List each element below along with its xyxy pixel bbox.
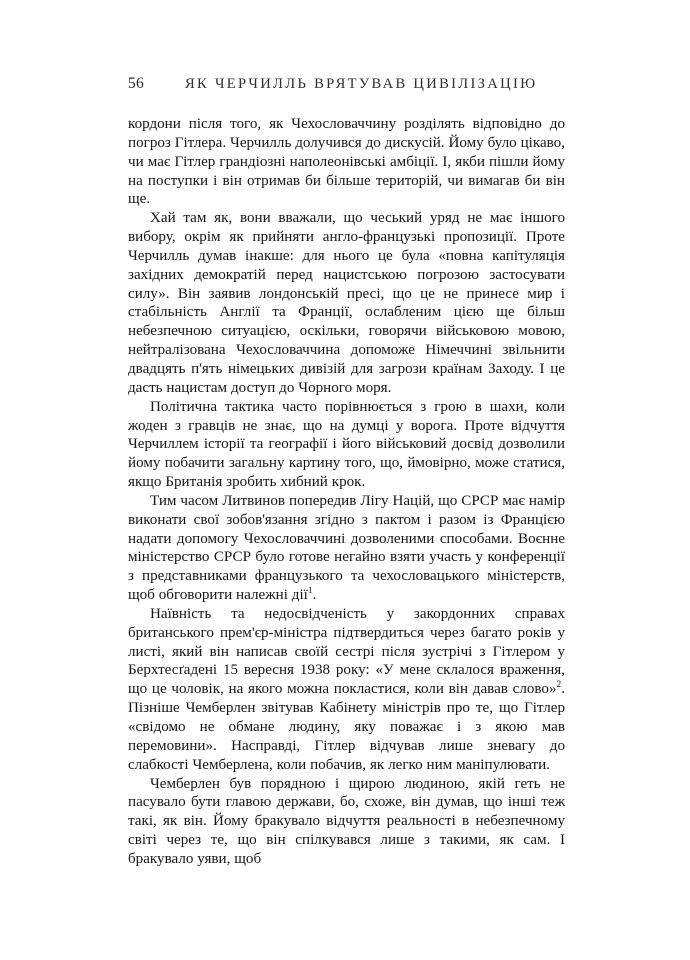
paragraph-1: кордони після того, як Чехословаччину розділять відповідно до погроз Гітлера. Черчилль долучився до дискусій. Йому було цікаво, чи має Гітлер грандіозні наполеонівські амбіції. І, якби пішли йому на поступки і він отримав би більше територій, чи вимагав би він ще. <box>128 116 565 208</box>
paragraph-4 <box>128 492 565 605</box>
footnote-marker-1[interactable]: 1 <box>307 586 313 597</box>
paragraph-4-text: Тим часом Литвинов попередив Лігу Націй, що СРСР має намір виконати свої зобов'язання згідно з пактом і разом із Францією надати допомогу Чехословаччині дозволеними способами. Воєнне міністерство СРСР було готове негайно взяти участь у конференції з представниками французького та чехословацького міністерств, щоб обговорити належні дії <box>128 492 565 604</box>
page-number: 56 <box>128 75 144 92</box>
paragraph-5-tail: . Пізніше Чемберлен звітував Кабінету міністрів про те, що Гітлер «свідомо не обмане людину, яку поважає і з якою мав перемовини». Насправді, Гітлер відчував лише зневагу до слабкості Чемберлена, коли побачив, як легко ним маніпулювати. <box>128 681 565 773</box>
running-head-title: ЯК ЧЕРЧИЛЛЬ ВРЯТУВАВ ЦИВІЛІЗАЦІЮ <box>185 76 538 92</box>
text-block <box>128 115 565 869</box>
paragraph-5 <box>128 605 565 775</box>
paragraph-3: Політична тактика часто порівнюється з грою в шахи, коли жоден з гравців не знає, що на думці у ворога. Проте відчуття Черчиллем історії та географії і його військовий досвід дозволили йому побачити загальну картину того, що, ймовірно, може статися, якщо Британія зробить хибний крок. <box>128 398 565 491</box>
running-head <box>0 74 690 100</box>
footnote-marker-2[interactable]: 2 <box>556 680 562 691</box>
paragraph-6: Чемберлен був порядною і щирою людиною, якій геть не пасувало бути главою держави, бо, схоже, він думав, що інші теж такі, як він. Йому бракувало відчуття реальності в небезпечному світі через те, що він спілкувався лише з такими, як сам. І бракувало уяви, щоб <box>128 775 565 867</box>
paragraph-2: Хай там як, вони вважали, що чеський уряд не має іншого вибору, окрім як прийняти англо-французькі пропозиції. Проте Черчилль думав інакше: для нього це була «повна капітуляція західних демократій перед нацистською погрозою застосувати силу». Він заявив лондонській пресі, що це не принесе мир і стабільність Англії та Франції, ослабленим цією ще більш небезпечною ситуацією, оскільки, говорячи військовою мовою, нейтралізована Чехословаччина допоможе Німеччині звільнити двадцять п'ять німецьких дивізій для загрози країнам Заходу. І це дасть нацистам доступ до Чорного моря. <box>128 210 565 396</box>
paragraph-5-text: Наївність та недосвідченість у закордонних справах британського прем'єр-міністра підтвердиться через багато років у листі, який він написав своїй сестрі після зустрічі з Гітлером у Берхтесґадені 15 вересня 1938 року: «У мене склалося враження, що це чоловік, на якого можна покластися, коли він давав слово» <box>128 605 565 698</box>
paragraph-4-tail: . <box>312 587 317 604</box>
